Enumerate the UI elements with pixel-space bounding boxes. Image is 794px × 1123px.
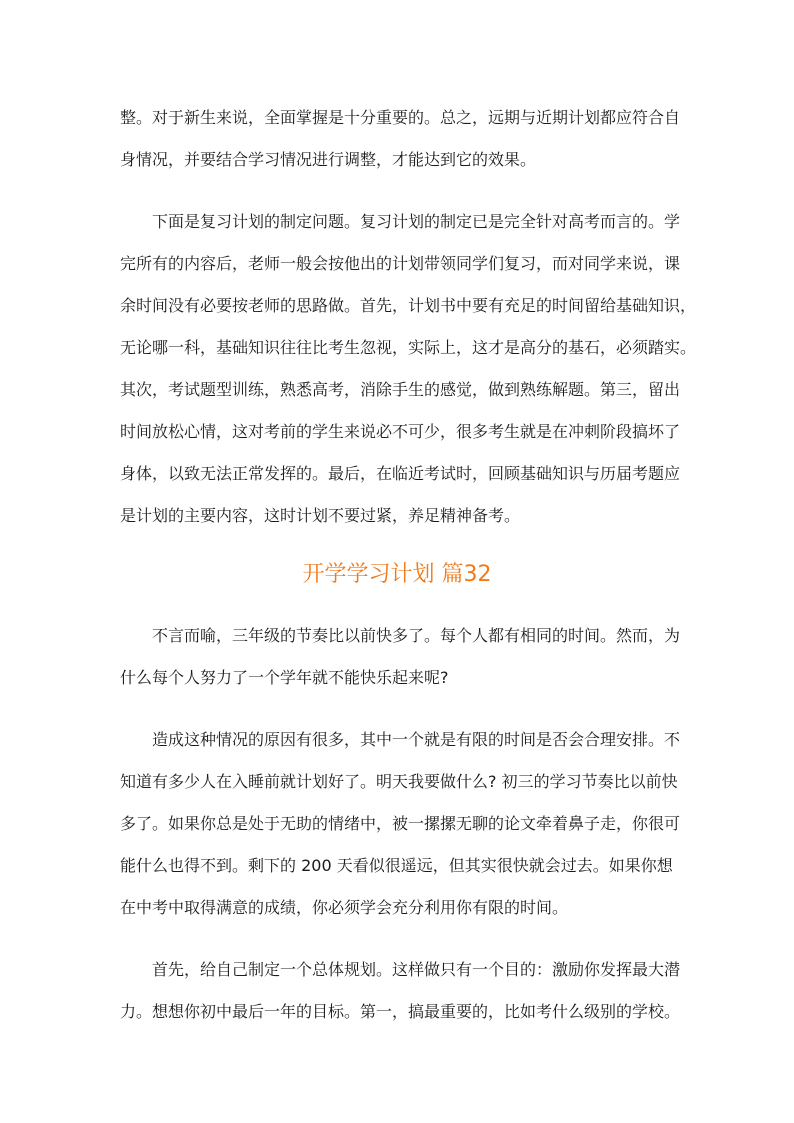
line-text: 什么每个人努力了一个学年就不能快乐起来呢?: [120, 668, 449, 687]
line-text: 首先，给自己制定一个总体规划。这样做只有一个目的：激励你发挥最大潜: [152, 960, 681, 979]
line-text: 是计划的主要内容，这时计划不要过紧，养足精神备考。: [120, 506, 521, 525]
line-text: 不言而喻，三年级的节奏比以前快多了。每个人都有相同的时间。然而，为: [152, 626, 681, 645]
section-heading: 开学学习计划 篇32: [302, 562, 492, 587]
line-text: 造成这种情况的原因有很多，其中一个就是有限的时间是否会合理安排。不: [152, 730, 681, 749]
line-text: 时间放松心情，这对考前的学生来说必不可少，很多考生就是在冲刺阶段搞坏了: [120, 422, 681, 441]
line-text: 完所有的内容后，老师一般会按他出的计划带领同学们复习，而对同学来说，课: [120, 254, 681, 273]
line-text: 能什么也得不到。剩下的 200 天看似很遥远，但其实很快就会过去。如果你想: [120, 856, 673, 875]
line-text: 整。对于新生来说，全面掌握是十分重要的。总之，远期与近期计划都应符合自: [120, 108, 681, 127]
line-text: 其次，考试题型训练，熟悉高考，消除手生的感觉，做到熟练解题。第三，留出: [120, 380, 681, 399]
line-text: 身情况，并要结合学习情况进行调整，才能达到它的效果。: [120, 150, 537, 169]
line-text: 下面是复习计划的制定问题。复习计划的制定已是完全针对高考而言的。学: [152, 212, 681, 231]
line-text: 身体，以致无法正常发挥的。最后，在临近考试时，回顾基础知识与历届考题应: [120, 464, 681, 483]
line-text: 知道有多少人在入睡前就计划好了。明天我要做什么? 初三的学习节奏比以前快: [120, 772, 678, 791]
line-text: 多了。如果你总是处于无助的情绪中，被一摞摞无聊的论文牵着鼻子走，你很可: [120, 814, 681, 833]
line-text: 无论哪一科，基础知识往往比考生忽视，实际上，这才是高分的基石，必须踏实。: [120, 338, 697, 357]
line-text: 余时间没有必要按老师的思路做。首先，计划书中要有充足的时间留给基础知识，: [120, 296, 697, 315]
line-text: 在中考中取得满意的成绩，你必须学会充分利用你有限的时间。: [120, 898, 569, 917]
line-text: 力。想想你初中最后一年的目标。第一，搞最重要的，比如考什么级别的学校。: [120, 1002, 681, 1021]
